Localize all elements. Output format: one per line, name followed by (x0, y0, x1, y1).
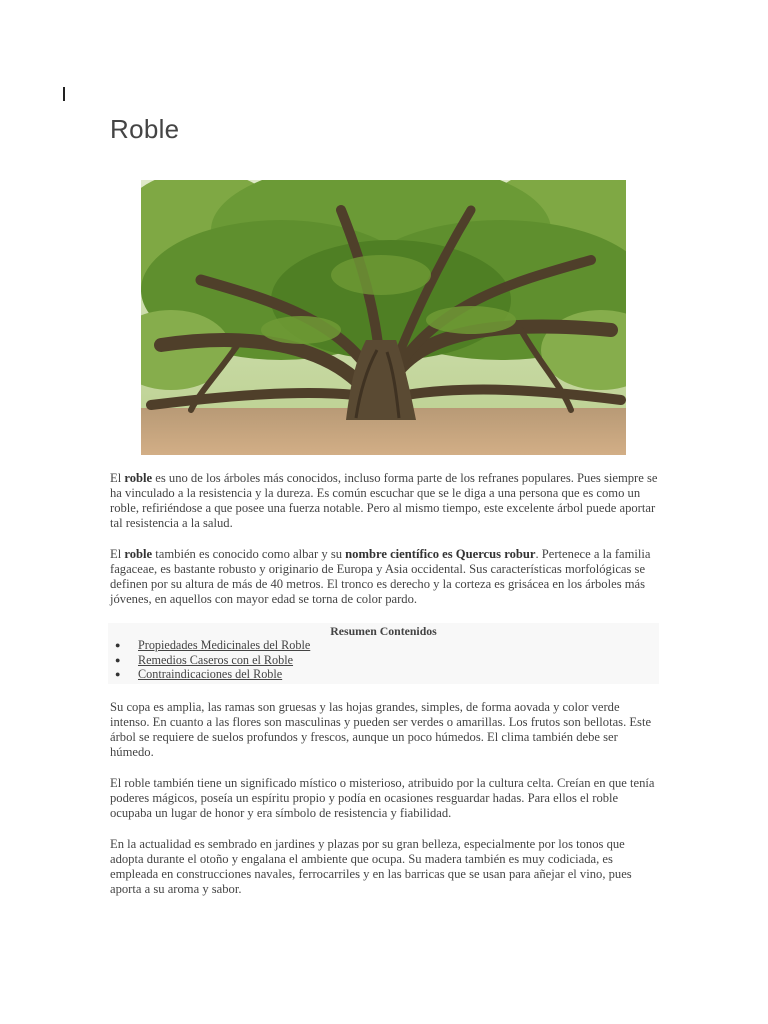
bullet-icon: ● (115, 640, 121, 650)
paragraph-morphology: Su copa es amplia, las ramas son gruesas y las hojas grandes, simples, de forma aovada y color verde intenso. En cuanto a las flores son masculinas y pueden ser verdes o amarillas. Los frutos son bellotas. Este árbol se requiere de suelos profundos y frescos, aunque un poco húmedos. El clima también debe ser húmedo. (110, 700, 652, 760)
toc-item (108, 667, 659, 682)
paragraph-intro (110, 471, 658, 531)
bullet-icon: ● (115, 654, 121, 665)
text-run: El (110, 471, 125, 485)
paragraph-description (110, 547, 658, 607)
article-body (110, 471, 658, 913)
text-run: también es conocido como albar y su (152, 547, 346, 561)
toc-link-contraindicaciones[interactable]: Contraindicaciones del Roble (138, 667, 283, 682)
toc-title: Resumen Contenidos (330, 624, 437, 638)
paragraph-mystic: El roble también tiene un significado místico o misterioso, atribuido por la cultura celta. Creían en que tenía poderes mágicos, poseía un espíritu propio y podía en ocasiones resguardar hadas. Para ellos el roble ocupaba un lugar de honor y era símbolo de resistencia y fiabilidad. (110, 776, 655, 821)
text-cursor (63, 87, 65, 101)
toc-item (108, 638, 659, 653)
toc-item (108, 653, 659, 668)
bullet-icon: ● (115, 669, 121, 680)
bold-term: roble (124, 547, 153, 561)
bold-scientific-name: nombre científico es Quercus robur (345, 547, 536, 561)
toc-link-propiedades[interactable]: Propiedades Medicinales del Roble (138, 638, 311, 652)
text-run: El (110, 547, 125, 561)
bold-term: roble (124, 471, 153, 485)
page-title: Roble (110, 114, 180, 144)
text-run: . Pertenece a la familia fagaceae, es bastante robusto y originario de Europa y Asia occidental. Sus características morfológicas se definen por su altura de más de 40 metros. El tronco es derecho y la corteza es grisácea en los árboles más jóvenes, en aquellos con mayor edad se torna de color pardo. (110, 547, 651, 606)
toc-link-remedios[interactable]: Remedios Caseros con el Roble (138, 652, 294, 667)
table-of-contents (108, 623, 659, 684)
text-run: es uno de los árboles más conocidos, incluso forma parte de los refranes populares. Pues siempre se ha vinculado a la resistencia y la dureza. Es común escuchar que se le diga a una persona que es como un roble, refiriéndose a que posee una fuerza notable. Pero al mismo tiempo, este excelente árbol puede aportar tal resistencia a la salud. (110, 471, 658, 530)
paragraph-uses: En la actualidad es sembrado en jardines y plazas por su gran belleza, especialmente por los tonos que adopta durante el otoño y engalana el ambiente que ocupa. Su madera también es muy codiciada, es empleada en construcciones navales, ferrocarriles y en las barricas que se usan para añejar el vino, pues aporta a su aroma y sabor. (110, 837, 632, 897)
toc-list (108, 638, 659, 682)
tree-image (141, 180, 626, 455)
oak-tree-illustration (141, 180, 626, 455)
